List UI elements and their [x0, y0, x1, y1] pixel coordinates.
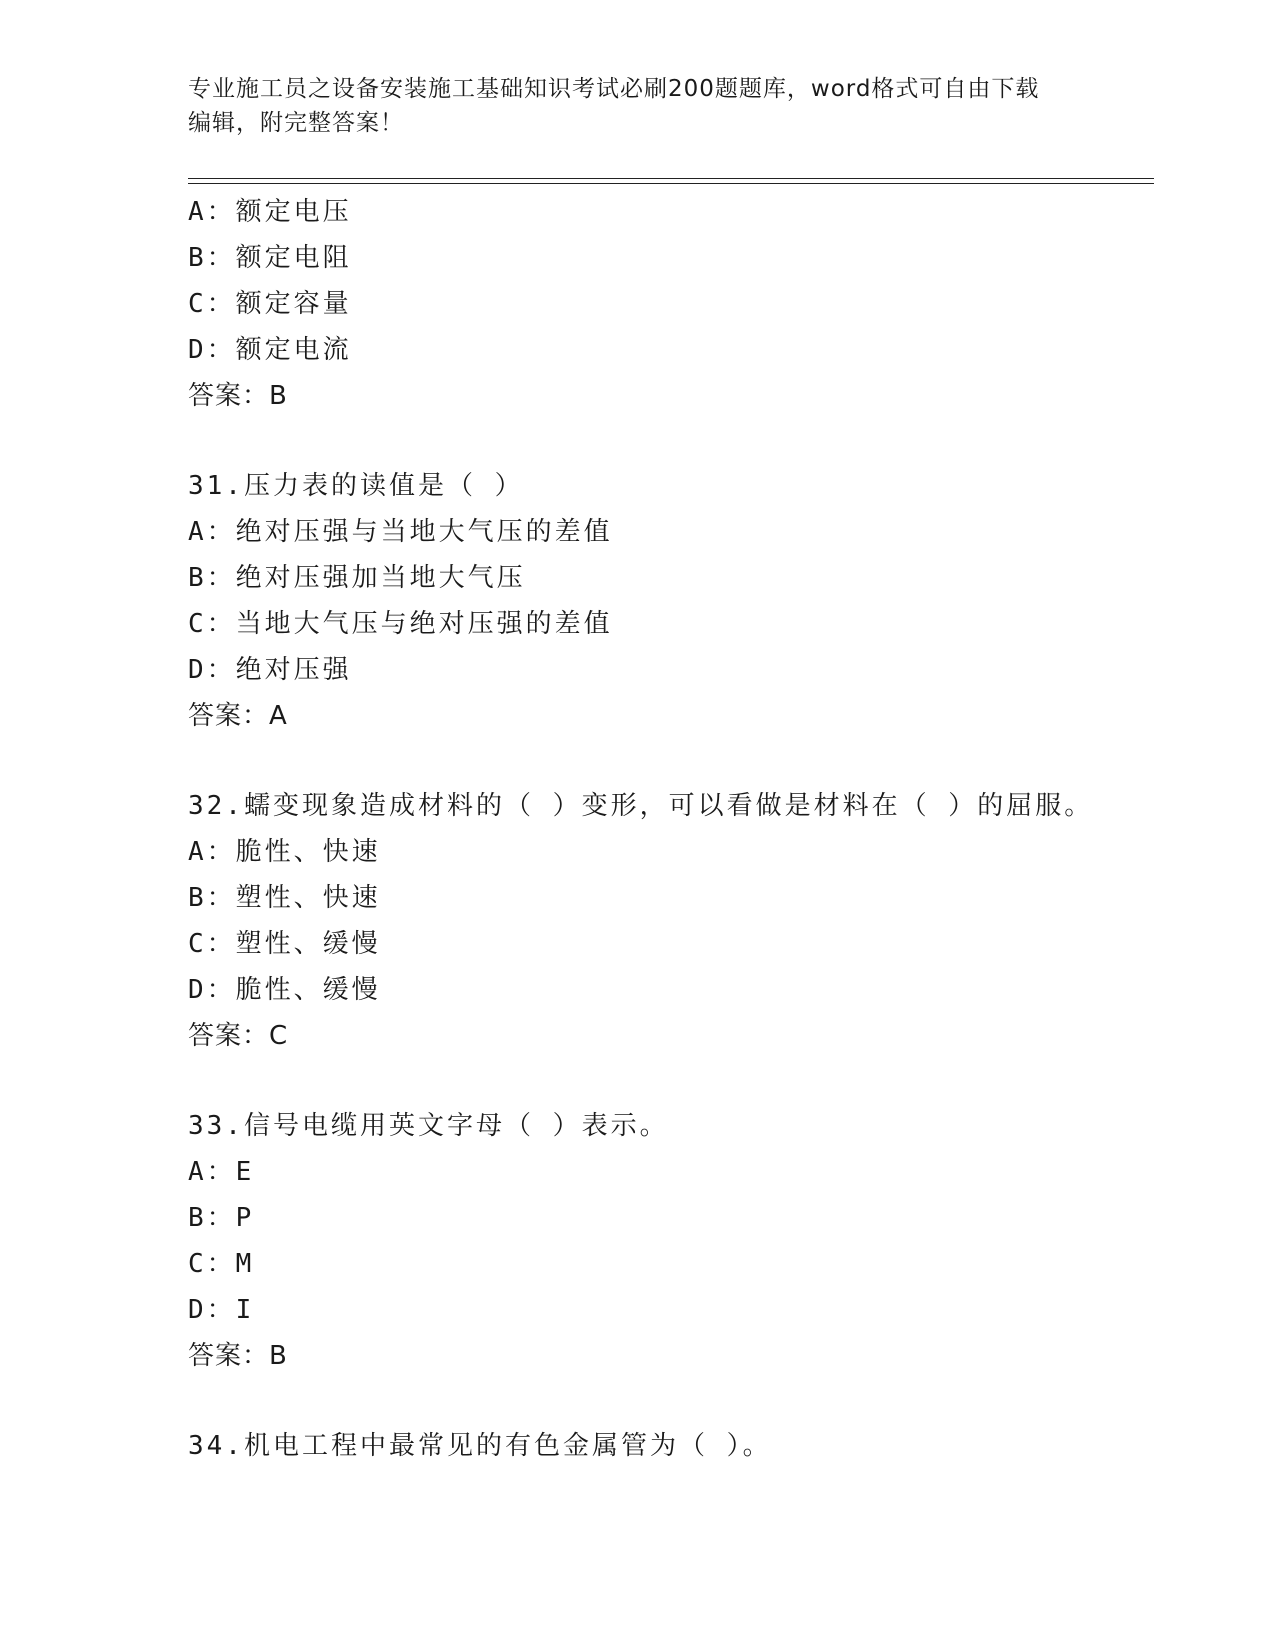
- option-a: A：额定电压: [188, 197, 352, 227]
- option-d: D：额定电流: [188, 335, 352, 365]
- document-header: [188, 72, 1088, 140]
- answer-label: 答案：B: [188, 381, 288, 411]
- header-rule-top: [188, 178, 1154, 179]
- question-block: [188, 1423, 1154, 1469]
- option-d: D：脆性、缓慢: [188, 975, 381, 1005]
- option-c: C：额定容量: [188, 289, 352, 319]
- option-b: B：额定电阻: [188, 243, 352, 273]
- answer-label: 答案：B: [188, 1341, 288, 1371]
- option-a: A：E: [188, 1157, 255, 1187]
- option-d: D：绝对压强: [188, 655, 352, 685]
- option-b: B：塑性、快速: [188, 883, 381, 913]
- option-c: C：M: [188, 1249, 255, 1279]
- option-c: C：塑性、缓慢: [188, 929, 381, 959]
- question-text: 34.机电工程中最常见的有色金属管为（ ）。: [188, 1431, 772, 1461]
- answer-label: 答案：A: [188, 701, 288, 731]
- option-b: B：绝对压强加当地大气压: [188, 563, 526, 593]
- question-block: [188, 1103, 1154, 1379]
- question-text: 31.压力表的读值是（ ）: [188, 471, 524, 501]
- header-rule-bottom: [188, 183, 1154, 184]
- option-b: B：P: [188, 1203, 255, 1233]
- question-text: 33.信号电缆用英文字母（ ）表示。: [188, 1111, 669, 1141]
- question-block: [188, 189, 1154, 419]
- question-block: [188, 463, 1154, 739]
- spacer: [188, 419, 1154, 463]
- spacer: [188, 1379, 1154, 1423]
- option-a: A：脆性、快速: [188, 837, 381, 867]
- header-line-1: 专业施工员之设备安装施工基础知识考试必刷200题题库，word格式可自由下载: [188, 76, 1040, 102]
- option-c: C：当地大气压与绝对压强的差值: [188, 609, 613, 639]
- answer-label: 答案：C: [188, 1021, 289, 1051]
- spacer: [188, 739, 1154, 783]
- spacer: [188, 1059, 1154, 1103]
- question-block: [188, 783, 1154, 1059]
- option-d: D：I: [188, 1295, 255, 1325]
- option-a: A：绝对压强与当地大气压的差值: [188, 517, 613, 547]
- question-text: 32.蠕变现象造成材料的（ ）变形，可以看做是材料在（ ）的屈服。: [188, 791, 1094, 821]
- header-line-2: 编辑，附完整答案！: [188, 110, 404, 136]
- question-list: [188, 189, 1154, 1469]
